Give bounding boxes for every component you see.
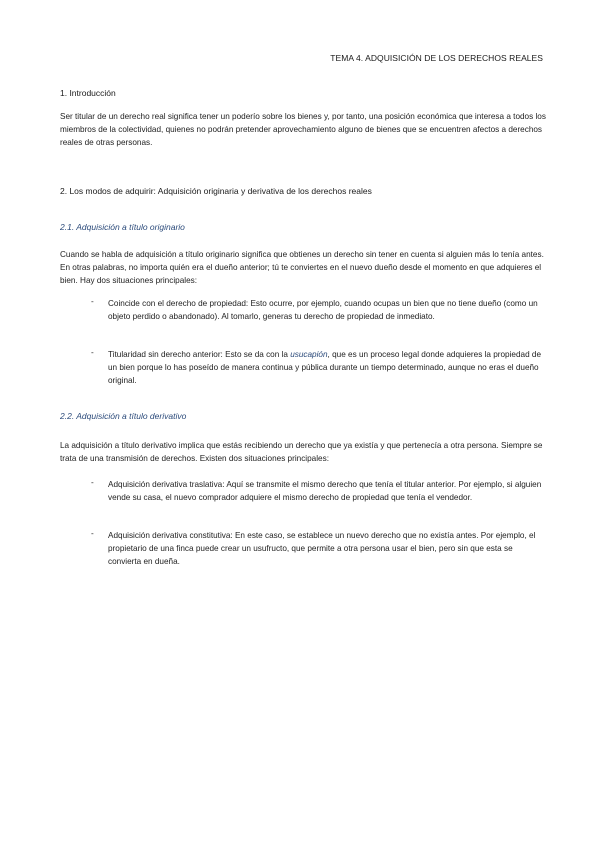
section-2-1-item-2 [108, 348, 546, 387]
page-header-title: TEMA 4. ADQUISICIÓN DE LOS DERECHOS REALES [330, 53, 543, 63]
section-1-text: Ser titular de un derecho real significa tener un poderío sobre los bienes y, por tanto, una posición económica que interesa a todos los miembros de la colectividad, quienes no podrán pretender aprovechamiento alguno de bienes que se encuentren afectos a derechos reales de otras personas. [60, 112, 546, 147]
section-1-heading: 1. Introducción [60, 88, 116, 98]
bullet-dash: - [91, 478, 94, 487]
section-2-1-intro: Cuando se habla de adquisición a título originario significa que obtienes un derecho sin tener en cuenta si alguien más lo tenía antes. En otras palabras, no importa quién era el dueño anterior; tú te conviertes en el nuevo dueño desde el momento en que adquieres el bien. Hay dos situaciones principales: [60, 250, 544, 285]
section-2-2-intro: La adquisición a título derivativo implica que estás recibiendo un derecho que ya existía y que pertenecía a otra persona. Siempre se trata de una transmisión de derechos. Existen dos situaciones principales: [60, 441, 543, 463]
section-2-2-heading: 2.2. Adquisición a título derivativo [60, 411, 187, 421]
item-2-text-end: , que es un proceso legal donde adquieres la propiedad de un bien porque lo has poseído de manera continua y pública durante un tiempo determinado, aunque no eras el dueño original. [108, 350, 542, 385]
bullet-dash: - [91, 348, 94, 357]
usucapion-term: usucapión [290, 350, 328, 359]
section-2-2-item-2: Adquisición derivativa constitutiva: En este caso, se establece un nuevo derecho que no existía antes. Por ejemplo, el propietario de una finca puede crear un usufructo, que permite a otra persona usar el bien, pero sin que esta se convierta en dueña. [108, 531, 536, 566]
section-2-2-item-1: Adquisición derivativa traslativa: Aquí se transmite el mismo derecho que tenía el titular anterior. Por ejemplo, si alguien vende su casa, el nuevo comprador adquiere el mismo derecho de propiedad que tenía el vendedor. [108, 480, 542, 502]
section-2-1-item-1: Coincide con el derecho de propiedad: Esto ocurre, por ejemplo, cuando ocupas un bien que no tiene dueño (como un objeto perdido o abandonado). Al tomarlo, generas tu derecho de propiedad de inmediato. [108, 299, 538, 321]
section-2-heading: 2. Los modos de adquirir: Adquisición originaria y derivativa de los derechos reales [60, 186, 372, 196]
bullet-dash: - [91, 529, 94, 538]
section-2-1-heading: 2.1. Adquisición a título originario [60, 222, 185, 232]
item-2-text-start: Titularidad sin derecho anterior: Esto se da con la [108, 350, 291, 359]
bullet-dash: - [91, 297, 94, 306]
